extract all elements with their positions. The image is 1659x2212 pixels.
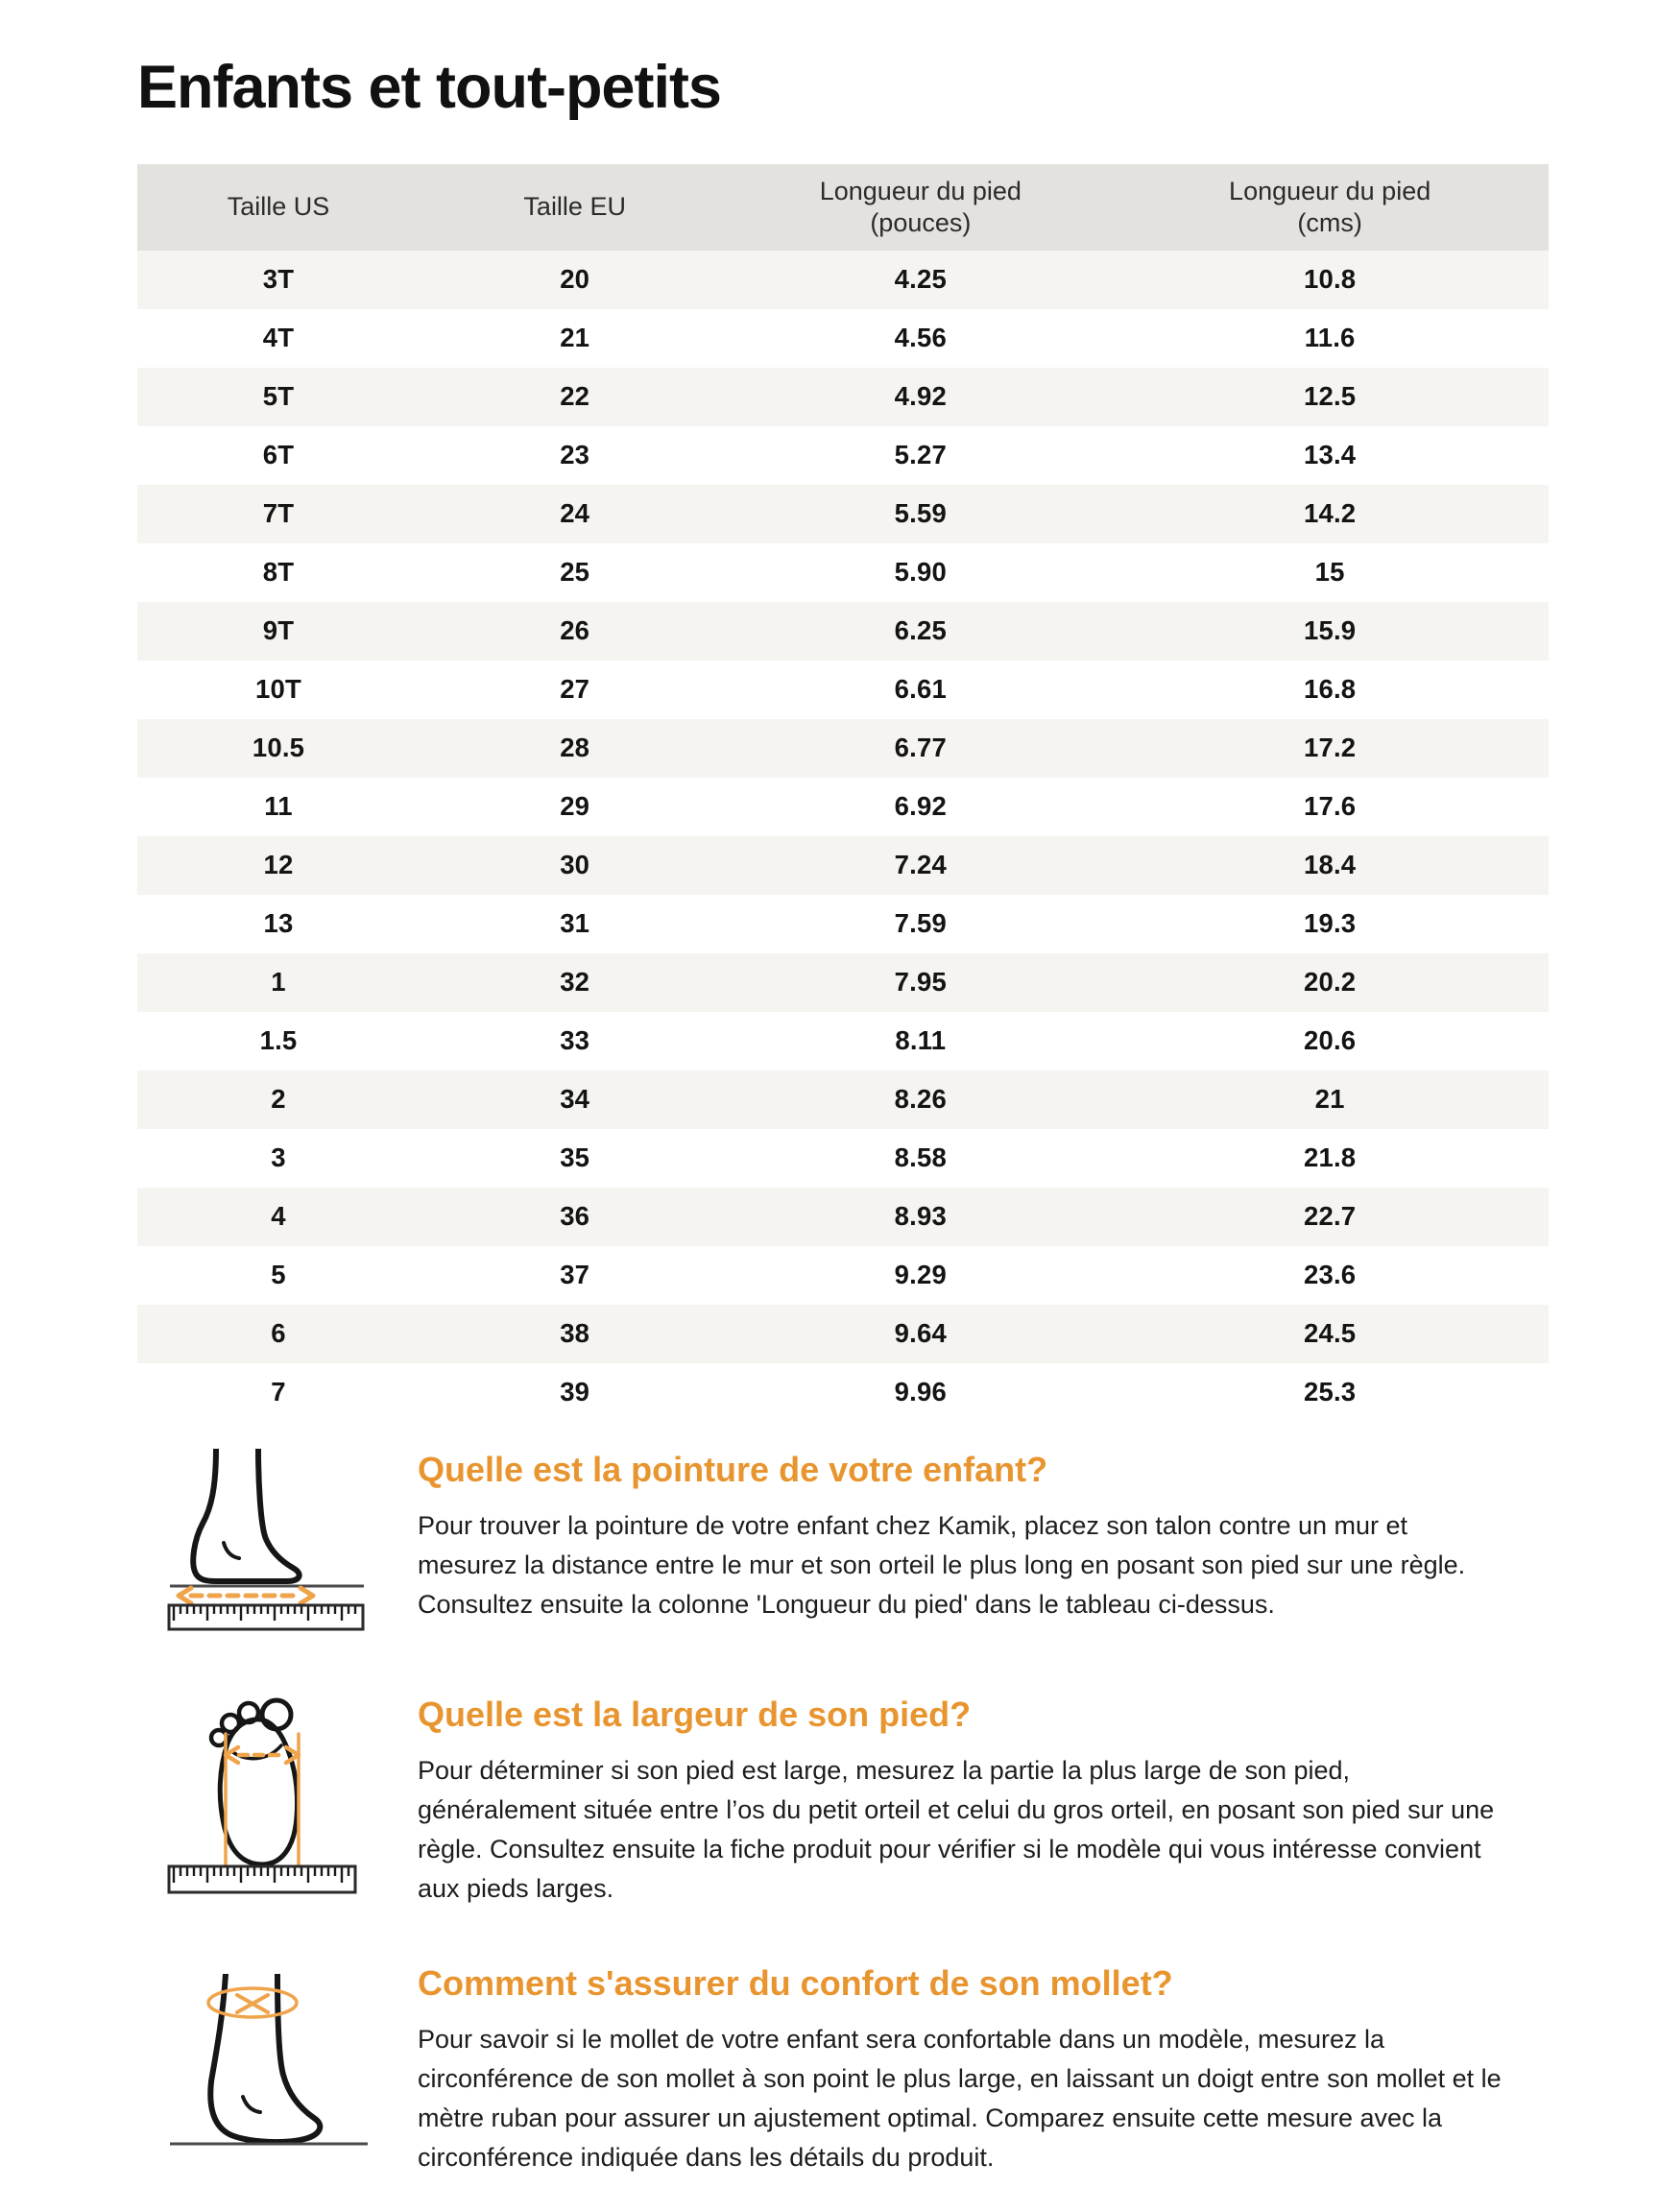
section-body: Pour savoir si le mollet de votre enfant sera confortable dans un modèle, mesurez la circonférence de son mollet à son point le plus large, en laissant un doigt entre son mollet et le mètre ruban pour assurer un ajustement optimal. Comparez ensuite cette mesure avec la circonférence indiquée dans les détails du produit. xyxy=(418,2024,1502,2172)
table-cell: 4 xyxy=(271,1201,286,1232)
table-row xyxy=(137,1305,1549,1363)
table-cell: 4.92 xyxy=(894,381,947,412)
table-cell: 13.4 xyxy=(1303,440,1357,470)
table-cell: 23 xyxy=(560,440,590,470)
table-cell: 11.6 xyxy=(1304,323,1356,353)
column-header-cms: Longueur du pied (cms) xyxy=(1111,164,1549,251)
table-cell: 14.2 xyxy=(1303,498,1357,529)
table-cell: 2 xyxy=(271,1084,286,1115)
table-cell: 3 xyxy=(271,1142,286,1173)
table-cell: 9.29 xyxy=(894,1260,947,1290)
table-cell: 5T xyxy=(262,381,295,412)
table-cell: 39 xyxy=(560,1377,590,1407)
table-cell: 6T xyxy=(262,440,295,470)
table-cell: 6.61 xyxy=(894,674,947,705)
table-cell: 8.93 xyxy=(894,1201,947,1232)
table-cell: 20.2 xyxy=(1303,967,1357,998)
foot-length-measure-icon xyxy=(166,1449,368,1631)
table-row xyxy=(137,543,1549,602)
table-cell: 21.8 xyxy=(1303,1142,1357,1173)
table-cell: 10T xyxy=(255,674,301,705)
table-cell: 5.59 xyxy=(894,498,947,529)
calf-circumference-icon xyxy=(166,1974,373,2161)
column-header-us: Taille US xyxy=(137,164,420,251)
table-row xyxy=(137,1070,1549,1129)
table-cell: 8.58 xyxy=(894,1142,947,1173)
table-cell: 7.95 xyxy=(894,967,947,998)
table-cell: 8.11 xyxy=(895,1025,947,1056)
table-cell: 24.5 xyxy=(1303,1318,1357,1349)
table-cell: 37 xyxy=(560,1260,590,1290)
table-row xyxy=(137,368,1549,426)
table-cell: 7 xyxy=(271,1377,286,1407)
size-chart-table xyxy=(137,164,1549,1422)
table-cell: 1.5 xyxy=(259,1025,298,1056)
table-cell: 15.9 xyxy=(1303,615,1357,646)
table-cell: 9T xyxy=(262,615,295,646)
table-cell: 10.8 xyxy=(1303,264,1357,295)
table-cell: 21 xyxy=(1314,1084,1345,1115)
column-header-eu: Taille EU xyxy=(420,164,730,251)
table-row xyxy=(137,953,1549,1012)
table-cell: 5.27 xyxy=(894,440,947,470)
table-cell: 27 xyxy=(560,674,590,705)
table-cell: 25.3 xyxy=(1303,1377,1357,1407)
table-cell: 1 xyxy=(271,967,286,998)
table-cell: 4T xyxy=(262,323,295,353)
table-row xyxy=(137,895,1549,953)
table-cell: 15 xyxy=(1314,557,1345,588)
table-cell: 17.2 xyxy=(1303,733,1357,763)
table-row xyxy=(137,426,1549,485)
section-heading: Quelle est la pointure de votre enfant? xyxy=(418,1449,1048,1489)
table-cell: 35 xyxy=(560,1142,590,1173)
table-row xyxy=(137,1188,1549,1246)
table-row xyxy=(137,778,1549,836)
section-foot-width xyxy=(137,1694,1549,1962)
table-header xyxy=(137,164,1549,251)
section-heading: Comment s'assurer du confort de son mollet? xyxy=(418,1962,1173,2003)
section-calf-comfort xyxy=(137,1962,1549,2177)
table-cell: 28 xyxy=(560,733,590,763)
table-cell: 12.5 xyxy=(1303,381,1357,412)
table-cell: 19.3 xyxy=(1303,908,1357,939)
table-row xyxy=(137,485,1549,543)
table-cell: 22.7 xyxy=(1303,1201,1357,1232)
table-cell: 20.6 xyxy=(1303,1025,1357,1056)
table-cell: 4.25 xyxy=(894,264,947,295)
table-cell: 36 xyxy=(560,1201,590,1232)
table-cell: 6.77 xyxy=(894,733,947,763)
table-row xyxy=(137,309,1549,368)
table-cell: 18.4 xyxy=(1303,850,1357,880)
table-cell: 24 xyxy=(560,498,590,529)
table-cell: 3T xyxy=(262,264,295,295)
table-row xyxy=(137,251,1549,309)
column-header-inches: Longueur du pied (pouces) xyxy=(730,164,1111,251)
table-cell: 22 xyxy=(560,381,590,412)
table-cell: 21 xyxy=(560,323,590,353)
section-foot-length xyxy=(137,1449,1549,1694)
table-cell: 9.96 xyxy=(894,1377,947,1407)
table-cell: 31 xyxy=(560,908,590,939)
table-cell: 26 xyxy=(560,615,590,646)
table-cell: 23.6 xyxy=(1303,1260,1357,1290)
table-cell: 6 xyxy=(271,1318,286,1349)
table-cell: 25 xyxy=(560,557,590,588)
table-cell: 7T xyxy=(262,498,295,529)
table-cell: 33 xyxy=(560,1025,590,1056)
table-cell: 16.8 xyxy=(1303,674,1357,705)
table-cell: 20 xyxy=(560,264,590,295)
table-row xyxy=(137,1363,1549,1422)
table-cell: 13 xyxy=(263,908,294,939)
table-row xyxy=(137,1012,1549,1070)
table-cell: 12 xyxy=(263,850,294,880)
table-row xyxy=(137,1246,1549,1305)
table-row xyxy=(137,836,1549,895)
table-cell: 38 xyxy=(560,1318,590,1349)
page-title: Enfants et tout-petits xyxy=(137,54,721,121)
table-cell: 10.5 xyxy=(252,733,305,763)
foot-width-measure-icon xyxy=(166,1694,358,1900)
size-table-body xyxy=(137,251,1549,1422)
table-cell: 11 xyxy=(264,791,293,822)
table-cell: 9.64 xyxy=(894,1318,947,1349)
help-sections xyxy=(137,1449,1549,2177)
table-row xyxy=(137,1129,1549,1188)
table-row xyxy=(137,602,1549,661)
table-cell: 5.90 xyxy=(894,557,947,588)
table-cell: 6.25 xyxy=(894,615,947,646)
table-cell: 7.24 xyxy=(894,850,947,880)
table-cell: 6.92 xyxy=(894,791,947,822)
table-cell: 8.26 xyxy=(894,1084,947,1115)
table-cell: 32 xyxy=(560,967,590,998)
table-cell: 8T xyxy=(262,557,295,588)
table-row xyxy=(137,719,1549,778)
table-cell: 17.6 xyxy=(1303,791,1357,822)
table-cell: 30 xyxy=(560,850,590,880)
table-cell: 4.56 xyxy=(894,323,947,353)
section-body: Pour déterminer si son pied est large, mesurez la partie la plus large de son pied, généralement située entre l’os du petit orteil et celui du gros orteil, en posant son pied sur une règle. Consultez ensuite la fiche produit pour vérifier si le modèle qui vous intéresse convient aux pieds larges. xyxy=(418,1755,1495,1903)
table-row xyxy=(137,661,1549,719)
table-cell: 29 xyxy=(560,791,590,822)
table-cell: 5 xyxy=(271,1260,286,1290)
table-cell: 34 xyxy=(560,1084,590,1115)
table-cell: 7.59 xyxy=(894,908,947,939)
section-body: Pour trouver la pointure de votre enfant chez Kamik, placez son talon contre un mur et mesurez la distance entre le mur et son orteil le plus long en posant son pied sur une règle. Consultez ensuite la colonne 'Longueur du pied' dans le tableau ci-dessus. xyxy=(418,1510,1466,1619)
section-heading: Quelle est la largeur de son pied? xyxy=(418,1694,972,1734)
